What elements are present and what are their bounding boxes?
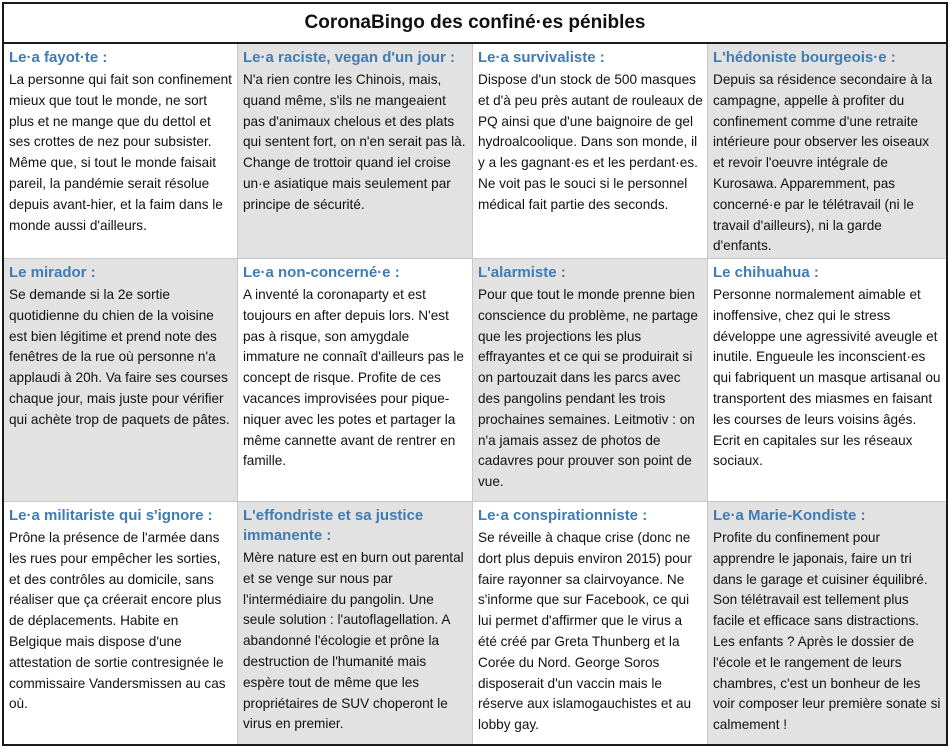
cell-title: L'alarmiste :	[478, 264, 566, 281]
bingo-title: CoronaBingo des confiné·es pénibles	[4, 4, 946, 44]
bingo-cell	[473, 44, 708, 259]
cell-body: Profite du confinement pour apprendre le japonais, faire un tri dans le garage et cuisiner équilibré. Son télétravail est tellement plus facile et efficace sans distractions. Les enfants ? Après le dossier de l'école et le rangement de leurs chambres, c'est un bonheur de les voir composer leur première sonate si calmement !	[713, 530, 941, 733]
cell-title: Le·a militariste qui s'ignore :	[9, 507, 213, 524]
cell-title: Le chihuahua :	[713, 264, 819, 281]
cell-body: Personne normalement aimable et inoffensive, chez qui le stress développe une agressivité aveugle et inutile. Engueule les inconscient·es qui fabriquent un masque artisanal ou transportent des miasmes en faisant les courses de leurs voisins âgés. Ecrit en capitales sur les réseaux sociaux.	[713, 287, 941, 469]
cell-body: Se demande si la 2e sortie quotidienne du chien de la voisine est bien légitime et prend note des fenêtres de la rue où personne n'a applaudi à 20h. Va faire ses courses chaque jour, mais juste pour vérifier qui achète trop de paquets de pâtes.	[9, 287, 230, 427]
cell-body: Depuis sa résidence secondaire à la campagne, appelle à profiter du confinement comme d'une retraite intérieure pour observer les oiseaux et revoir l'oeuvre intégrale de Kurosawa. Apparemment, pas concerné·e par le télétravail (ni le travail d'ailleurs), ni la garde d'enfants.	[713, 72, 933, 254]
bingo-cell	[4, 44, 238, 259]
cell-title: Le·a fayot·te :	[9, 49, 108, 66]
bingo-cell	[473, 502, 708, 744]
cell-body: La personne qui fait son confinement mieux que tout le monde, ne sort plus et ne mange que du dettol et ses crottes de nez pour subsister. Même que, si tout le monde faisait pareil, la pandémie serait résolue depuis avant-hier, et la faim dans le monde aussi d'ailleurs.	[9, 72, 232, 233]
cell-body: Dispose d'un stock de 500 masques et d'à peu près autant de rouleaux de PQ ainsi que d'une baignoire de gel hydroalcoolique. Dans son monde, il y a les gagnant·es et les perdant·es. Ne voit pas le souci si le personnel médical fait partie des seconds.	[478, 72, 703, 212]
bingo-cell	[708, 44, 946, 259]
bingo-cell	[708, 502, 946, 744]
cell-title: Le·a survivaliste :	[478, 49, 605, 66]
cell-body: N'a rien contre les Chinois, mais, quand même, s'ils ne mangeaient pas d'animaux chelous et des plats qui sentent fort, on n'en serait pas là. Change de trottoir quand iel croise un·e asiatique mais seulement par principe de sécurité.	[243, 72, 466, 212]
cell-body: Pour que tout le monde prenne bien conscience du problème, ne partage que les projections les plus effrayantes et ce qui se produirait si on partouzait dans les parcs avec des pangolins pendant les trois prochaines semaines. Leitmotiv : on n'a jamais assez de photos de cadavres pour prouver son point de vue.	[478, 287, 698, 490]
cell-title: Le·a Marie-Kondiste :	[713, 507, 866, 524]
bingo-cell	[708, 259, 946, 502]
cell-title: Le mirador :	[9, 264, 96, 281]
bingo-card	[2, 2, 948, 746]
cell-title: Le·a conspirationniste :	[478, 507, 648, 524]
bingo-grid	[4, 44, 946, 744]
bingo-cell	[4, 259, 238, 502]
bingo-cell	[238, 259, 473, 502]
bingo-cell	[473, 259, 708, 502]
bingo-cell	[4, 502, 238, 744]
cell-title: L'hédoniste bourgeois·e :	[713, 49, 896, 66]
cell-title: L'effondriste et sa justice immanente :	[243, 507, 424, 544]
cell-body: Prône la présence de l'armée dans les rues pour empêcher les sorties, et des contrôles au domicile, sans réaliser que ça créerait encore plus de déplacements. Habite en Belgique mais dispose d'une attestation de sortie contresignée le commissaire Vandersmissen au cas où.	[9, 530, 226, 712]
bingo-cell	[238, 502, 473, 744]
bingo-cell	[238, 44, 473, 259]
cell-body: Mère nature est en burn out parental et se venge sur nous par l'intermédiaire du pangolin. Une seule solution : l'autoflagellation. A abandonné l'écologie et prône la destruction de l'humanité mais espère tout de même que les propriétaires de SUV choperont le virus en premier.	[243, 550, 464, 732]
cell-title: Le·a raciste, vegan d'un jour :	[243, 49, 455, 66]
cell-title: Le·a non-concerné·e :	[243, 264, 400, 281]
cell-body: A inventé la coronaparty et est toujours en after depuis lors. N'est pas à risque, son amygdale immature ne connaît d'ailleurs pas le concept de risque. Profite de ces vacances improvisées pour pique-niquer avec les potes et partager la même cannette avant de rentrer en famille.	[243, 287, 464, 469]
cell-body: Se réveille à chaque crise (donc ne dort plus depuis environ 2015) pour faire rayonner sa clairvoyance. Ne s'informe que sur Facebook, ce qui lui permet d'affirmer que le virus a été créé par Greta Thunberg et la Corée du Nord. George Soros disposerait d'un vaccin mais le réserve aux islamogauchistes et au lobby gay.	[478, 530, 692, 733]
